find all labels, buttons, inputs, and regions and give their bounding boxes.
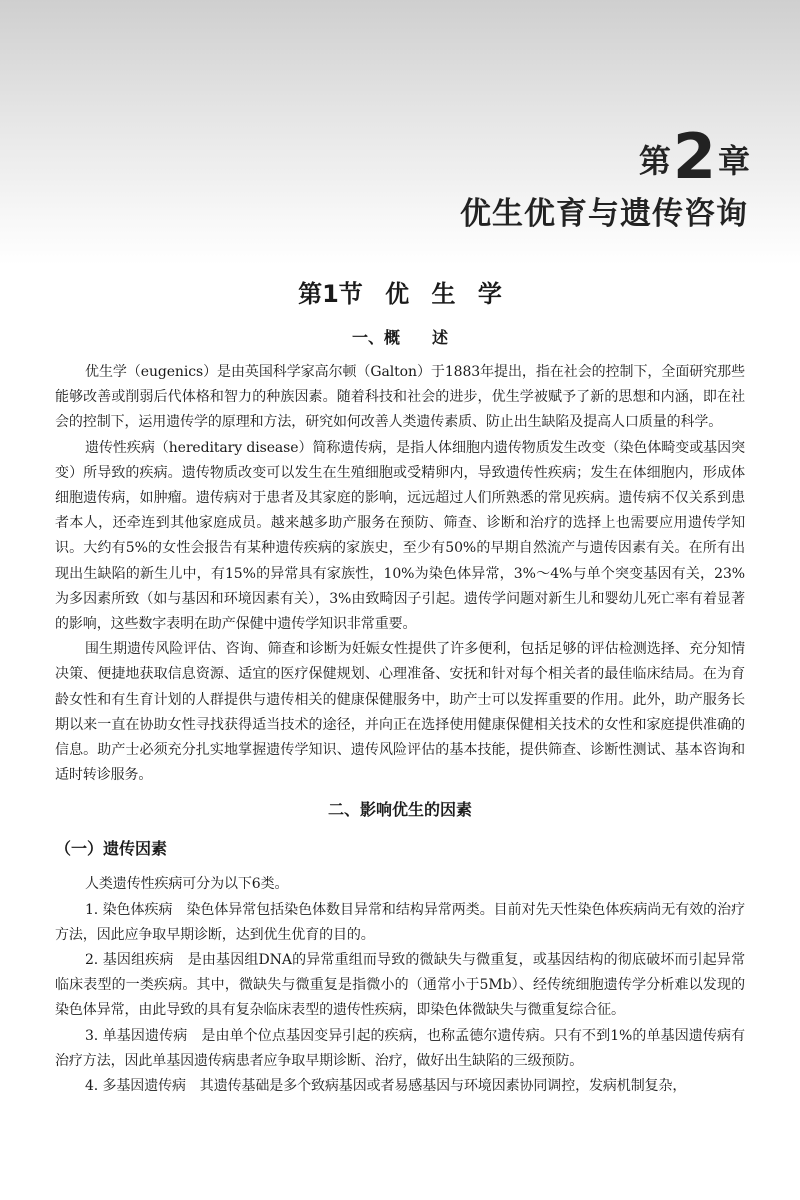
- chapter-prefix: 第: [638, 142, 671, 180]
- part2-heading: 二、影响优生的因素: [327, 800, 472, 820]
- paragraph: 2. 基因组疾病 是由基因组DNA的异常重组而导致的微缺失与微重复，或基因结构的彻底破坏而引起异常临床表型的一类疾病。其中，微缺失与微重复是指微小的（通常小于5Mb）、经传统细胞遗传学分析难以发现的染色体异常，由此导致的具有复杂临床表型的遗传性疾病，即染色体微缺失与微重复综合征。: [55, 952, 745, 1019]
- chapter-number-line: [638, 120, 750, 193]
- paragraph: 遗传性疾病（hereditary disease）简称遗传病，是指人体细胞内遗传物质发生改变（染色体畸变或基因突变）所导致的疾病。遗传物质改变可以发生在生殖细胞或受精卵内，导致遗传性疾病；发生在体细胞内，形成体细胞遗传病，如肿瘤。遗传病对于患者及其家庭的影响，远远超过人们所熟悉的常见疾病。遗传病不仅关系到患者本人，还牵连到其他家庭成员。越来越多助产服务在预防、筛查、诊断和治疗的选择上也需要应用遗传学知识。大约有5%的女性会报告有某种遗传疾病的家族史，至少有50%的早期自然流产与遗传因素有关。在所有出现出生缺陷的新生儿中，有15%的异常具有家族性，10%为染色体异常，3%～4%与单个突变基因有关，23%为多因素所致（如与基因和环境因素有关），3%由致畸因子引起。遗传学问题对新生儿和婴幼儿死亡率有着显著的影响，这些数字表明在助产保健中遗传学知识非常重要。: [55, 439, 745, 633]
- chapter-suffix: 章: [717, 142, 750, 180]
- paragraph: 围生期遗传风险评估、咨询、筛查和诊断为妊娠女性提供了许多便利，包括足够的评估检测选择、充分知情决策、便捷地获取信息资源、适宜的医疗保健规划、心理准备、安抚和针对每个相关者的最佳临床结局。在为育龄女性和有生育计划的人群提供与遗传相关的健康保健服务中，助产士可以发挥重要的作用。此外，助产服务长期以来一直在协助女性寻找获得适当技术的途径，并向正在选择使用健康保健相关技术的女性和家庭提供准确的信息。助产士必须充分扎实地掌握遗传学知识、遗传风险评估的基本技能，提供筛查、诊断性测试、基本咨询和适时转诊服务。: [55, 641, 745, 784]
- paragraph: 4. 多基因遗传病 其遗传基础是多个致病基因或者易感基因与环境因素协同调控，发病机制复杂，: [85, 1078, 687, 1095]
- paragraph: 1. 染色体疾病 染色体异常包括染色体数目异常和结构异常两类。目前对先天性染色体疾病尚无有效的治疗方法，因此应争取早期诊断，达到优生优育的目的。: [55, 901, 745, 943]
- paragraph: 3. 单基因遗传病 是由单个位点基因变异引起的疾病，也称孟德尔遗传病。只有不到1%的单基因遗传病有治疗方法，因此单基因遗传病患者应争取早期诊断、治疗，做好出生缺陷的三级预防。: [55, 1027, 745, 1069]
- page-content: [55, 328, 745, 1099]
- chapter-title: 优生优育与遗传咨询: [460, 196, 748, 232]
- part2-subheading: （一）遗传因素: [55, 839, 168, 859]
- paragraph: 优生学（eugenics）是由英国科学家高尔顿（Galton）于1883年提出，指在社会的控制下，全面研究那些能够改善或削弱后代体格和智力的种族因素。随着科技和社会的进步，优生学被赋予了新的思想和内涵，即在社会的控制下，运用遗传学的原理和方法，研究如何改善人类遗传素质、防止出生缺陷及提高人口质量的科学。: [55, 364, 745, 431]
- section-title: 第1节 优 生 学: [298, 280, 502, 308]
- paragraph: 人类遗传性疾病可分为以下6类。: [85, 876, 289, 893]
- chapter-number: 2: [672, 120, 716, 193]
- part1-heading: 一、概 述: [351, 328, 448, 347]
